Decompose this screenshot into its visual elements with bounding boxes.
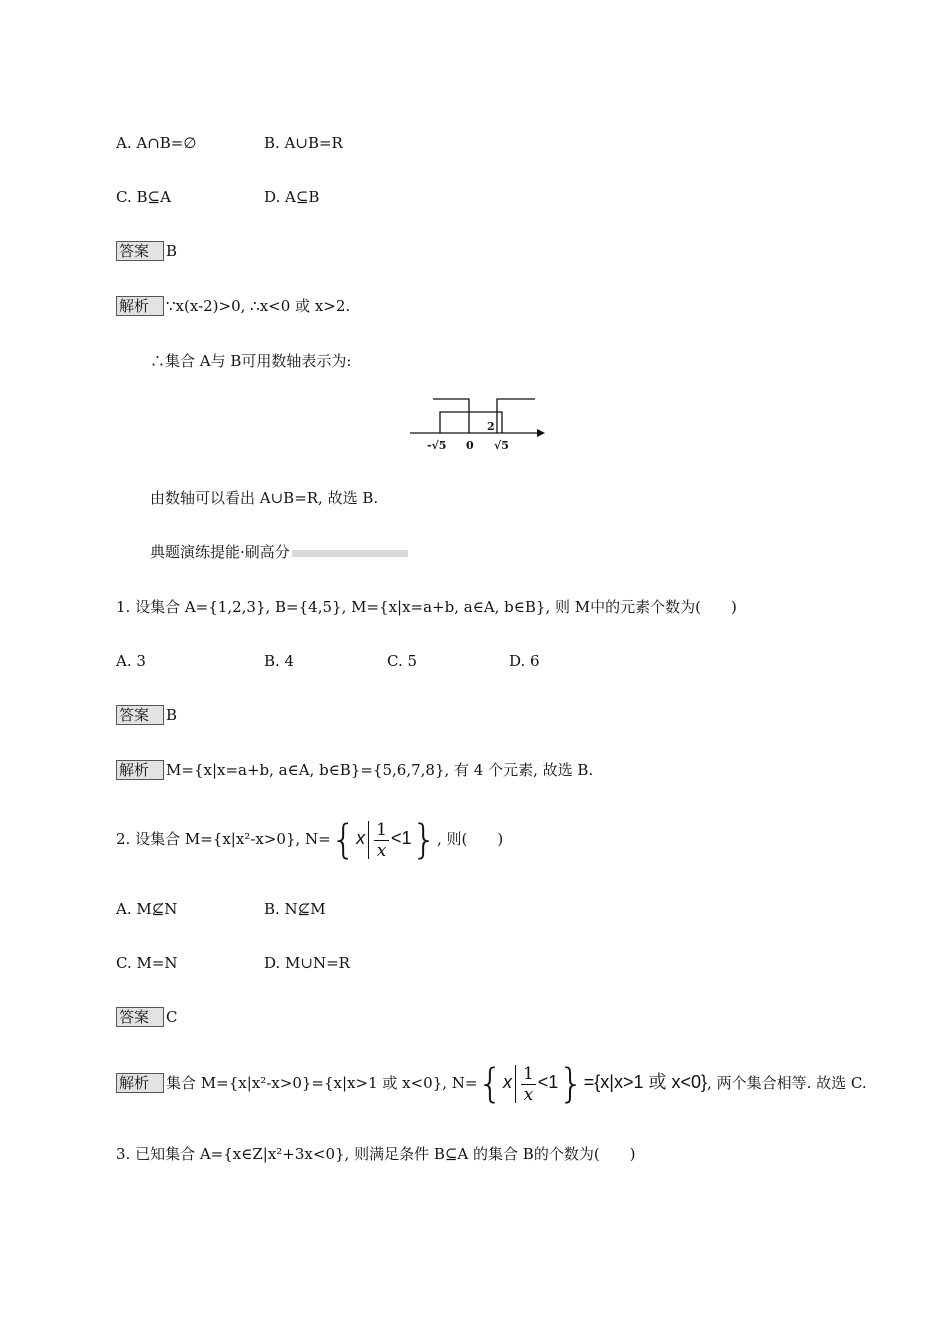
q3-stem: 3. 已知集合 A={x∈Z|x²+3x<0}, 则满足条件 B⊆A 的集合 B的个数为( ) bbox=[116, 1145, 636, 1163]
q2-answer-row bbox=[116, 1007, 178, 1027]
q1-option-c: C. 5 bbox=[387, 652, 418, 670]
q2-answer-value: C bbox=[166, 1008, 178, 1026]
analysis-tag: 解析 bbox=[116, 296, 164, 316]
q2-analysis-right-brace: } bbox=[558, 1061, 584, 1107]
q2-option-c: C. M=N bbox=[116, 954, 178, 972]
tick-label-neg-sqrt5: -√5 bbox=[427, 439, 447, 452]
q2-option-b: B. N⊈M bbox=[264, 900, 326, 918]
option-d: D. A⊆B bbox=[264, 188, 320, 206]
q1-answer-value: B bbox=[166, 706, 178, 724]
q2-frac-den: x bbox=[376, 840, 387, 861]
q2-answer-tag: 答案 bbox=[116, 1007, 164, 1027]
q1-analysis-text: M={x|x=a+b, a∈A, b∈B}={5,6,7,8}, 有 4 个元素, 故选 B. bbox=[166, 761, 594, 779]
q2-set-var: x bbox=[356, 828, 366, 848]
q2-set-bar bbox=[368, 821, 369, 859]
q2-condition: <1 bbox=[391, 828, 412, 848]
answer-row bbox=[116, 241, 177, 261]
q1-answer-tag: 答案 bbox=[116, 705, 164, 725]
section-title bbox=[150, 542, 408, 562]
analysis-line-2: ∴集合 A与 B可用数轴表示为: bbox=[150, 352, 352, 370]
q2-stem-post: , 则( ) bbox=[436, 830, 504, 848]
q2-analysis-set-var: x bbox=[502, 1072, 512, 1092]
answer-value: B bbox=[166, 242, 178, 260]
tick-label-sqrt5: √5 bbox=[494, 439, 509, 452]
q2-analysis-condition: <1 bbox=[537, 1072, 559, 1092]
q2-analysis-pre: 集合 M={x|x²-x>0}={x|x>1 或 x<0}, N= bbox=[166, 1074, 478, 1092]
q2-frac-num: 1 bbox=[376, 819, 387, 840]
q2-fraction bbox=[374, 820, 389, 861]
section-title-text: 典题演练提能·刷高分 bbox=[150, 543, 290, 561]
option-b: B. A∪B=R bbox=[264, 134, 343, 152]
q2-analysis-fraction bbox=[521, 1064, 536, 1105]
q2-analysis-tag: 解析 bbox=[116, 1073, 164, 1093]
q2-stem-pre: 2. 设集合 M={x|x²-x>0}, N= bbox=[116, 830, 331, 848]
option-a: A. A∩B=∅ bbox=[116, 134, 197, 152]
q1-analysis-row bbox=[116, 760, 593, 780]
answer-tag: 答案 bbox=[116, 241, 164, 261]
analysis-line-3: 由数轴可以看出 A∪B=R, 故选 B. bbox=[150, 489, 379, 507]
tick-label-0: 0 bbox=[466, 439, 474, 452]
q2-analysis-set-bar bbox=[515, 1065, 516, 1103]
q2-analysis-set: {x|x>1 或 x<0} bbox=[594, 1072, 708, 1092]
q1-option-b: B. 4 bbox=[264, 652, 295, 670]
q1-analysis-tag: 解析 bbox=[116, 760, 164, 780]
q2-analysis-eq: = bbox=[583, 1072, 595, 1092]
q2-left-brace: { bbox=[330, 817, 357, 863]
q2-option-d: D. M∪N=R bbox=[264, 954, 350, 972]
q2-analysis-left-brace: { bbox=[477, 1061, 503, 1107]
analysis-row bbox=[116, 296, 350, 316]
analysis-text: ∵x(x-2)>0, ∴x<0 或 x>2. bbox=[166, 297, 351, 315]
q1-option-d: D. 6 bbox=[509, 652, 540, 670]
q2-stem bbox=[116, 816, 503, 861]
q1-stem: 1. 设集合 A={1,2,3}, B={4,5}, M={x|x=a+b, a∈A, b∈B}, 则 M中的元素个数为( ) bbox=[116, 598, 737, 616]
section-title-bar bbox=[292, 550, 408, 557]
q2-analysis-post: , 两个集合相等. 故选 C. bbox=[707, 1074, 867, 1092]
number-line-figure bbox=[405, 392, 550, 454]
tick-label-2: 2 bbox=[487, 420, 495, 433]
q2-analysis-frac-den: x bbox=[523, 1084, 534, 1105]
q2-analysis-frac-num: 1 bbox=[522, 1063, 534, 1084]
option-c: C. B⊆A bbox=[116, 188, 171, 206]
q2-option-a: A. M⊈N bbox=[116, 900, 178, 918]
q1-answer-row bbox=[116, 705, 177, 725]
q2-analysis-row bbox=[116, 1060, 867, 1105]
q2-right-brace: } bbox=[411, 817, 437, 863]
q1-option-a: A. 3 bbox=[116, 652, 146, 670]
